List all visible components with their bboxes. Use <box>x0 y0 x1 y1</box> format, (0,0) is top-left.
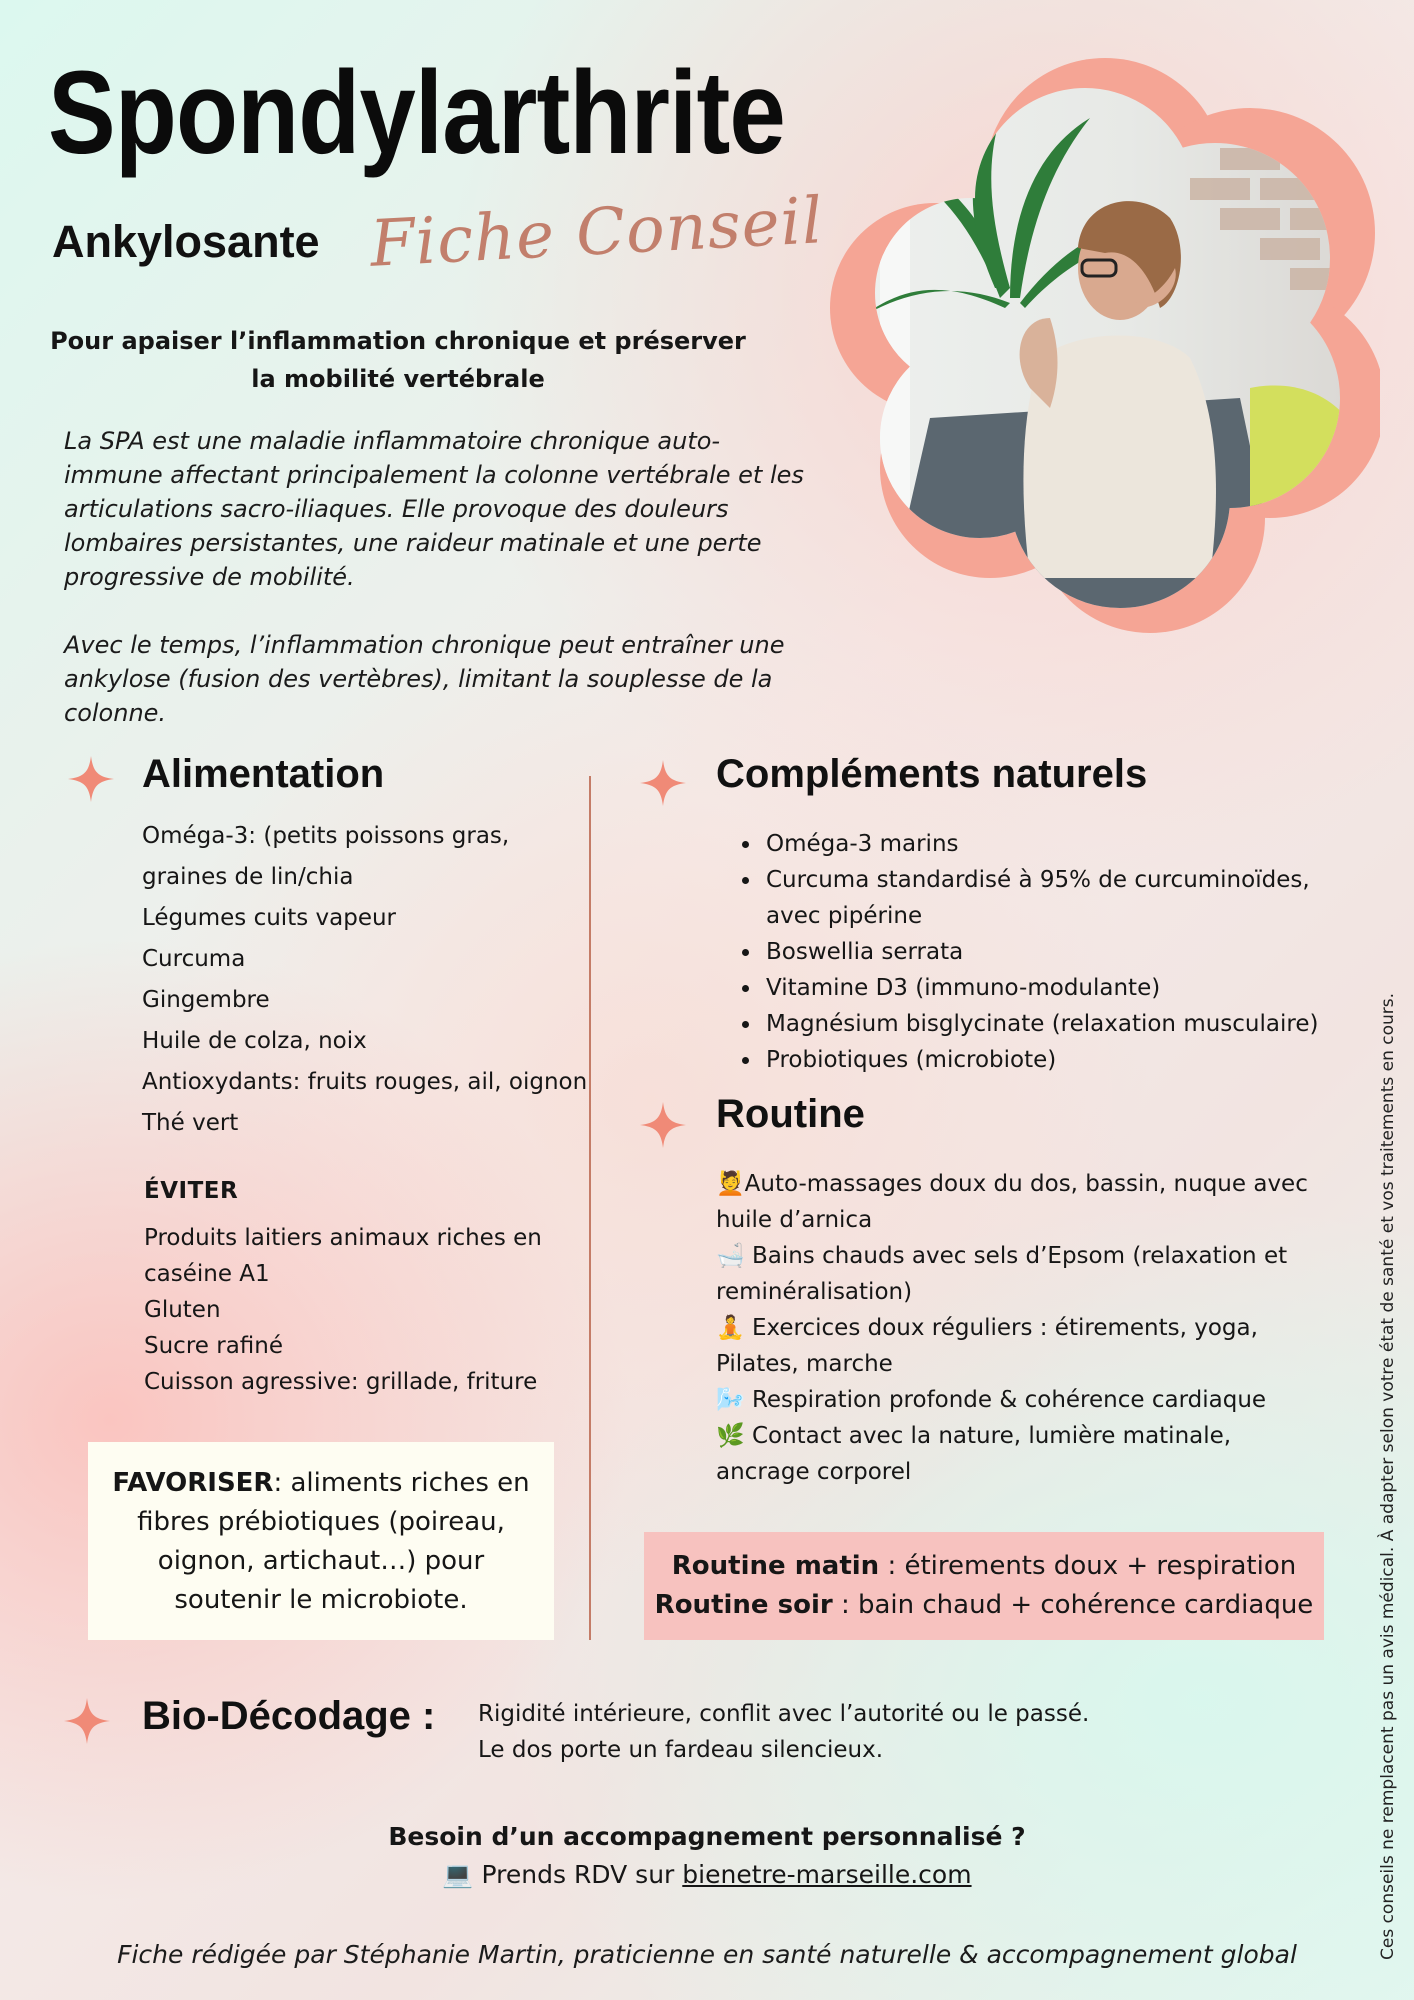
intro-paragraph-1: La SPA est une maladie inflammatoire chronique auto-immune affectant principalement la colonne vertébrale et les articulations sacro-iliaques. Elle provoque des douleurs lombaires persistantes, une raideur matinale et une perte progressive de mobilité. <box>64 427 804 591</box>
list-item: 🌬️ Respiration profonde & cohérence cardiaque <box>716 1387 1267 1413</box>
list-item: Gluten <box>144 1297 221 1323</box>
list-item: Huile de colza, noix <box>142 1028 367 1054</box>
sparkle-icon <box>64 1698 110 1744</box>
sparkle-icon <box>640 1102 686 1148</box>
herb-icon: 🌿 <box>716 1423 745 1449</box>
yoga-icon: 🧘 <box>716 1315 745 1341</box>
script-title: Fiche Conseil <box>368 184 826 282</box>
footer-credit: Fiche rédigée par Stéphanie Martin, praticienne en santé naturelle & accompagnement global <box>117 1940 1297 1969</box>
page-title: Spondylarthrite <box>48 47 786 179</box>
list-item: 🛁 Bains chauds avec sels d’Epsom (relaxation et reminéralisation) <box>716 1243 1288 1305</box>
bio-text: Rigidité intérieure, conflit avec l’autorité ou le passé. Le dos porte un fardeau silencieux. <box>478 1701 1090 1763</box>
list-item: • Oméga-3 marins <box>762 826 1362 862</box>
list-item: 🌿 Contact avec la nature, lumière matinale, ancrage corporel <box>716 1423 1232 1485</box>
contact-question: Besoin d’un accompagnement personnalisé ? <box>388 1822 1026 1851</box>
morning-text: : étirements doux + respiration <box>879 1551 1297 1581</box>
complements-list <box>718 826 1362 1078</box>
routine-list <box>716 1166 1316 1490</box>
list-item: Thé vert <box>142 1110 239 1136</box>
alimentation-heading: Alimentation <box>142 752 385 796</box>
routine-heading: Routine <box>716 1092 865 1136</box>
list-item: Cuisson agressive: grillade, friture <box>144 1369 538 1395</box>
list-item: Gingembre <box>142 987 270 1013</box>
favor-box <box>88 1442 554 1640</box>
list-item: Légumes cuits vapeur <box>142 905 396 931</box>
list-item: • Magnésium bisglycinate (relaxation musculaire) <box>762 1006 1362 1042</box>
list-item: 🧘 Exercices doux réguliers : étirements, yoga, Pilates, marche <box>716 1315 1258 1377</box>
sparkle-icon <box>640 760 686 806</box>
list-item: 💆Auto-massages doux du dos, bassin, nuque avec huile d’arnica <box>716 1171 1308 1233</box>
woman-neck-pain-photo <box>820 58 1380 638</box>
evening-text: : bain chaud + cohérence cardiaque <box>832 1590 1314 1620</box>
list-item: • Probiotiques (microbiote) <box>762 1042 1362 1078</box>
website-link[interactable]: bienetre-marseille.com <box>682 1860 972 1889</box>
list-item: Oméga-3: (petits poissons gras, graines de lin/chia <box>142 823 510 890</box>
list-item: Antioxydants: fruits rouges, ail, oignon <box>142 1069 588 1095</box>
complements-heading: Compléments naturels <box>716 752 1148 796</box>
list-item: • Vitamine D3 (immuno-modulante) <box>762 970 1362 1006</box>
intro-paragraph-2: Avec le temps, l’inflammation chronique peut entraîner une ankylose (fusion des vertèbres), limitant la souplesse de la colonne. <box>64 631 785 727</box>
laptop-icon: 💻 <box>442 1860 474 1889</box>
sparkle-icon <box>68 756 114 802</box>
food-list <box>142 816 592 1144</box>
list-item: • Curcuma standardisé à 95% de curcuminoïdes, avec pipérine <box>762 862 1362 934</box>
avoid-list <box>144 1220 564 1400</box>
column-divider <box>589 776 591 1640</box>
massage-icon: 💆 <box>716 1171 745 1197</box>
list-item: Curcuma <box>142 946 246 972</box>
bio-heading: Bio-Décodage : <box>142 1694 436 1738</box>
contact-cta: 💻 Prends RDV sur bienetre-marseille.com <box>442 1860 972 1889</box>
evening-label: Routine soir <box>654 1590 833 1620</box>
medical-disclaimer: Ces conseils ne remplacent pas un avis médical. À adapter selon votre état de santé et vos traitements en cours. <box>1378 992 1398 1960</box>
lead-text: Pour apaiser l’inflammation chronique et préserver la mobilité vertébrale <box>50 327 746 393</box>
list-item: • Boswellia serrata <box>762 934 1362 970</box>
page-subtitle: Ankylosante <box>52 216 320 267</box>
wind-icon: 🌬️ <box>716 1387 745 1413</box>
list-item: Sucre rafiné <box>144 1333 283 1359</box>
bathtub-icon: 🛁 <box>716 1243 745 1269</box>
list-item: Produits laitiers animaux riches en caséine A1 <box>144 1225 542 1287</box>
favor-label: FAVORISER <box>112 1468 274 1498</box>
morning-label: Routine matin <box>671 1551 880 1581</box>
routine-summary-box <box>644 1532 1324 1640</box>
favor-text: : aliments riches en fibres prébiotiques (poireau, oignon, artichaut…) pour soutenir le microbiote. <box>137 1468 530 1615</box>
avoid-heading: ÉVITER <box>144 1178 239 1204</box>
